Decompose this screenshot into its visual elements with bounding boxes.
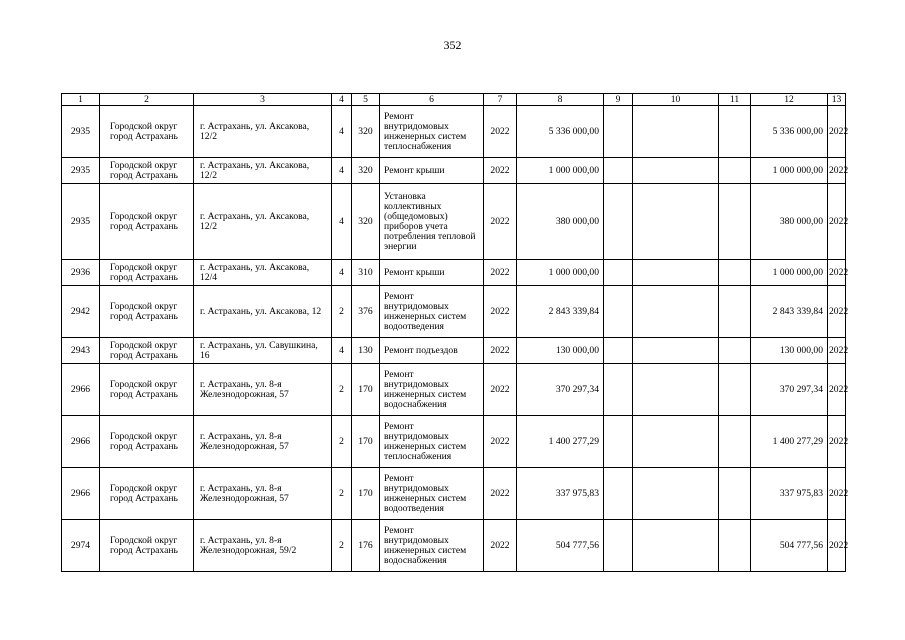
municipality-cell: Городской округ город Астрахань (100, 520, 194, 572)
table-row (62, 520, 846, 572)
total-cost-cell: 130 000,00 (517, 338, 604, 364)
total-cost-cell: 380 000,00 (517, 184, 604, 260)
address-cell: г. Астрахань, ул. Аксакова, 12/2 (194, 158, 332, 184)
row-id: 2966 (62, 468, 100, 520)
work-type-cell: Ремонт внутридомовых инженерных систем водоснабжения (380, 364, 484, 416)
table-row (62, 106, 846, 158)
column-header: 13 (828, 94, 846, 106)
total-cost-cell: 1 000 000,00 (517, 260, 604, 286)
year-cell: 2022 (484, 158, 517, 184)
completion-year-cell: 2022 (828, 468, 846, 520)
address-cell: г. Астрахань, ул. 8-я Железнодорожная, 57 (194, 364, 332, 416)
empty-cell (633, 520, 719, 572)
empty-cell (719, 338, 751, 364)
row-id: 2942 (62, 286, 100, 338)
municipality-cell: Городской округ город Астрахань (100, 286, 194, 338)
column-header: 3 (194, 94, 332, 106)
empty-cell (633, 106, 719, 158)
total-cost-cell: 370 297,34 (517, 364, 604, 416)
address-cell: г. Астрахань, ул. Аксакова, 12/4 (194, 260, 332, 286)
work-type-cell: Ремонт внутридомовых инженерных систем теплоснабжения (380, 106, 484, 158)
year-cell: 2022 (484, 338, 517, 364)
area-cell: 310 (352, 260, 380, 286)
floors-cell: 4 (332, 184, 352, 260)
table-row (62, 468, 846, 520)
row-id: 2935 (62, 106, 100, 158)
cost-cell: 5 336 000,00 (751, 106, 828, 158)
completion-year-cell: 2022 (828, 260, 846, 286)
area-cell: 376 (352, 286, 380, 338)
cost-cell: 2 843 339,84 (751, 286, 828, 338)
year-cell: 2022 (484, 364, 517, 416)
year-cell: 2022 (484, 416, 517, 468)
address-cell: г. Астрахань, ул. 8-я Железнодорожная, 57 (194, 468, 332, 520)
total-cost-cell: 504 777,56 (517, 520, 604, 572)
empty-cell (633, 364, 719, 416)
cost-cell: 380 000,00 (751, 184, 828, 260)
floors-cell: 2 (332, 286, 352, 338)
empty-cell (633, 184, 719, 260)
empty-cell (719, 286, 751, 338)
empty-cell (604, 184, 633, 260)
row-id: 2966 (62, 416, 100, 468)
municipality-cell: Городской округ город Астрахань (100, 338, 194, 364)
column-header: 1 (62, 94, 100, 106)
table-row (62, 286, 846, 338)
completion-year-cell: 2022 (828, 106, 846, 158)
row-id: 2966 (62, 364, 100, 416)
area-cell: 176 (352, 520, 380, 572)
empty-cell (719, 520, 751, 572)
municipality-cell: Городской округ город Астрахань (100, 364, 194, 416)
floors-cell: 4 (332, 158, 352, 184)
year-cell: 2022 (484, 260, 517, 286)
column-header: 6 (380, 94, 484, 106)
address-cell: г. Астрахань, ул. 8-я Железнодорожная, 59/2 (194, 520, 332, 572)
area-cell: 170 (352, 416, 380, 468)
address-cell: г. Астрахань, ул. Аксакова, 12 (194, 286, 332, 338)
address-cell: г. Астрахань, ул. Савушкина, 16 (194, 338, 332, 364)
municipality-cell: Городской округ город Астрахань (100, 158, 194, 184)
table-row (62, 338, 846, 364)
address-cell: г. Астрахань, ул. Аксакова, 12/2 (194, 184, 332, 260)
empty-cell (633, 416, 719, 468)
empty-cell (719, 468, 751, 520)
cost-cell: 1 000 000,00 (751, 260, 828, 286)
total-cost-cell: 1 000 000,00 (517, 158, 604, 184)
floors-cell: 2 (332, 468, 352, 520)
area-cell: 170 (352, 468, 380, 520)
table-row (62, 364, 846, 416)
column-number-row (62, 94, 846, 106)
work-type-cell: Ремонт внутридомовых инженерных систем водоотведения (380, 286, 484, 338)
work-type-cell: Ремонт внутридомовых инженерных систем водоснабжения (380, 520, 484, 572)
total-cost-cell: 337 975,83 (517, 468, 604, 520)
cost-cell: 1 000 000,00 (751, 158, 828, 184)
capital-repair-table (61, 93, 849, 572)
address-cell: г. Астрахань, ул. 8-я Железнодорожная, 57 (194, 416, 332, 468)
cost-cell: 130 000,00 (751, 338, 828, 364)
column-header: 4 (332, 94, 352, 106)
column-header: 2 (100, 94, 194, 106)
work-type-cell: Ремонт подъездов (380, 338, 484, 364)
empty-cell (719, 416, 751, 468)
column-header: 10 (633, 94, 719, 106)
year-cell: 2022 (484, 468, 517, 520)
table-row (62, 158, 846, 184)
municipality-cell: Городской округ город Астрахань (100, 260, 194, 286)
empty-cell (604, 364, 633, 416)
area-cell: 320 (352, 106, 380, 158)
empty-cell (604, 106, 633, 158)
column-header: 12 (751, 94, 828, 106)
area-cell: 320 (352, 158, 380, 184)
total-cost-cell: 2 843 339,84 (517, 286, 604, 338)
table-row (62, 184, 846, 260)
completion-year-cell: 2022 (828, 158, 846, 184)
empty-cell (604, 416, 633, 468)
empty-cell (719, 106, 751, 158)
empty-cell (719, 364, 751, 416)
work-type-cell: Ремонт внутридомовых инженерных систем теплоснабжения (380, 416, 484, 468)
column-header: 9 (604, 94, 633, 106)
empty-cell (604, 338, 633, 364)
work-type-cell: Ремонт внутридомовых инженерных систем водоотведения (380, 468, 484, 520)
row-id: 2974 (62, 520, 100, 572)
empty-cell (604, 260, 633, 286)
empty-cell (633, 158, 719, 184)
row-id: 2943 (62, 338, 100, 364)
cost-cell: 504 777,56 (751, 520, 828, 572)
completion-year-cell: 2022 (828, 364, 846, 416)
row-id: 2936 (62, 260, 100, 286)
work-type-cell: Ремонт крыши (380, 260, 484, 286)
empty-cell (719, 184, 751, 260)
completion-year-cell: 2022 (828, 416, 846, 468)
year-cell: 2022 (484, 286, 517, 338)
floors-cell: 2 (332, 520, 352, 572)
work-type-cell: Ремонт крыши (380, 158, 484, 184)
column-header: 11 (719, 94, 751, 106)
empty-cell (633, 338, 719, 364)
empty-cell (604, 468, 633, 520)
cost-cell: 370 297,34 (751, 364, 828, 416)
empty-cell (719, 260, 751, 286)
area-cell: 130 (352, 338, 380, 364)
empty-cell (604, 520, 633, 572)
empty-cell (719, 158, 751, 184)
empty-cell (633, 286, 719, 338)
area-cell: 320 (352, 184, 380, 260)
floors-cell: 4 (332, 338, 352, 364)
year-cell: 2022 (484, 520, 517, 572)
year-cell: 2022 (484, 106, 517, 158)
floors-cell: 4 (332, 106, 352, 158)
municipality-cell: Городской округ город Астрахань (100, 416, 194, 468)
total-cost-cell: 5 336 000,00 (517, 106, 604, 158)
municipality-cell: Городской округ город Астрахань (100, 184, 194, 260)
year-cell: 2022 (484, 184, 517, 260)
column-header: 7 (484, 94, 517, 106)
table-row (62, 260, 846, 286)
floors-cell: 4 (332, 260, 352, 286)
row-id: 2935 (62, 158, 100, 184)
floors-cell: 2 (332, 364, 352, 416)
work-type-cell: Установка коллективных (общедомовых) приборов учета потребления тепловой энергии (380, 184, 484, 260)
completion-year-cell: 2022 (828, 286, 846, 338)
cost-cell: 337 975,83 (751, 468, 828, 520)
completion-year-cell: 2022 (828, 184, 846, 260)
row-id: 2935 (62, 184, 100, 260)
empty-cell (633, 468, 719, 520)
page-number: 352 (443, 38, 462, 52)
cost-cell: 1 400 277,29 (751, 416, 828, 468)
empty-cell (633, 260, 719, 286)
column-header: 5 (352, 94, 380, 106)
total-cost-cell: 1 400 277,29 (517, 416, 604, 468)
column-header: 8 (517, 94, 604, 106)
area-cell: 170 (352, 364, 380, 416)
table-row (62, 416, 846, 468)
completion-year-cell: 2022 (828, 338, 846, 364)
municipality-cell: Городской округ город Астрахань (100, 106, 194, 158)
table-body (62, 106, 849, 572)
address-cell: г. Астрахань, ул. Аксакова, 12/2 (194, 106, 332, 158)
empty-cell (604, 158, 633, 184)
completion-year-cell: 2022 (828, 520, 846, 572)
municipality-cell: Городской округ город Астрахань (100, 468, 194, 520)
empty-cell (604, 286, 633, 338)
floors-cell: 2 (332, 416, 352, 468)
